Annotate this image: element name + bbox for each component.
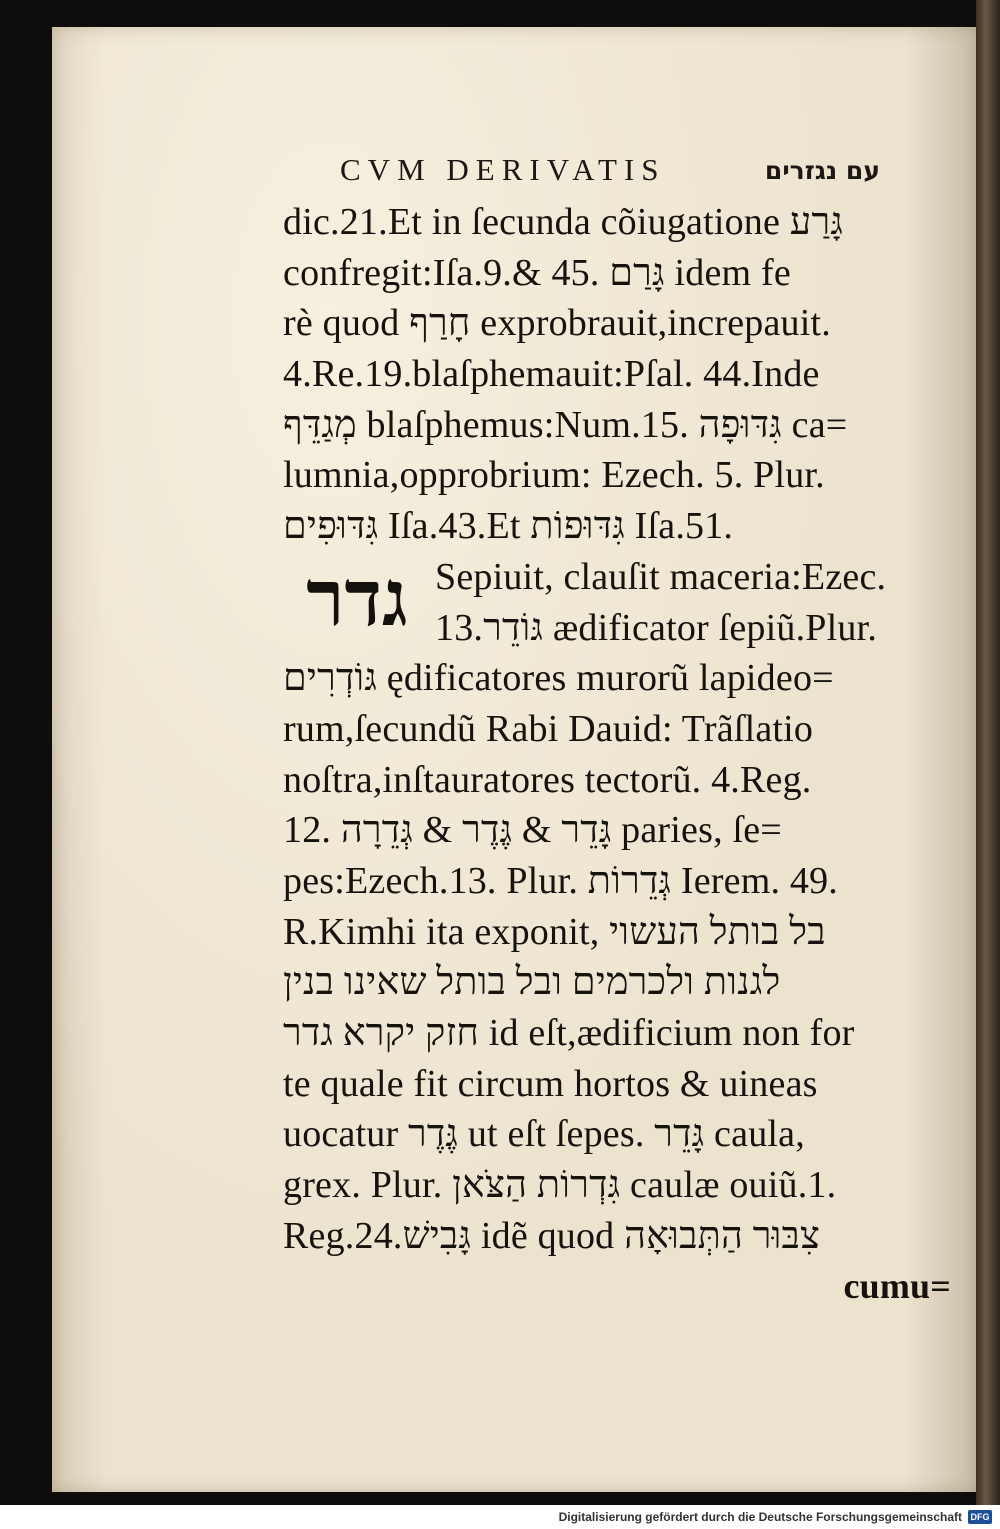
drop-initial: גדר (306, 553, 408, 644)
text-line: 12. גָּדֵר & גֶּדֶר & גְּדֵרָה paries, ſe= (283, 809, 782, 852)
text-line: מְגַדֵּף blaſphemus:Num.15. גִּדּוּפָה ca= (283, 403, 848, 446)
text-line: rum,ſecundũ Rabi Dauid: Trãſlatio (283, 707, 814, 750)
footer-credit: Digitalisierung gefördert durch die Deutsche Forschungsgemeinschaft (558, 1510, 962, 1524)
dfg-logo-icon: DFG (968, 1510, 992, 1524)
text-line: noſtra,inſtauratores tectorũ. 4.Reg. (283, 758, 812, 801)
text-line: confregit:Iſa.9.& 45. גָּרַם idem fe (283, 251, 791, 294)
catchword: cumu= (843, 1266, 951, 1307)
running-head-latin: CVM DERIVATIS (340, 152, 666, 187)
text-line: 4.Re.19.blaſphemauit:Pſal. 44.Inde (283, 353, 820, 396)
text-line: גּוֹדְרִים ędificatores murorũ lapideo= (283, 657, 834, 700)
text-line: pes:Ezech.13. Plur. גְּדֵרוֹת Ierem. 49. (283, 859, 838, 902)
text-line: R.Kimhi ita exponit, בל בותל העשוי (283, 910, 826, 953)
text-block (283, 197, 973, 1312)
text-line: grex. Plur. גִּדְרוֹת הַצֹּאן caulæ ouiũ.1. (283, 1164, 837, 1207)
text-line: גִּדּוּפִים Iſa.43.Et גִּדּוּפוֹת Iſa.51. (283, 505, 734, 548)
text-line: te quale fit circum hortos & uineas (283, 1062, 818, 1105)
text-line: lumnia,opprobrium: Ezech. 5. Plur. (283, 454, 825, 497)
book-spine (976, 0, 1000, 1505)
text-line: rè quod חָרַף exprobrauit,increpauit. (283, 302, 831, 345)
text-line: Reg.24.גָּבִישׁ idẽ quod צִבּוּר הַתְּבוּאָה (283, 1214, 821, 1257)
text-line: חזק יקרא גדר id eſt,ædificium non for (283, 1012, 855, 1054)
text-line: dic.21.Et in ſecunda cõiugatione גָּרַע (283, 201, 844, 243)
running-head-hebrew: עם נגזרים (764, 155, 880, 185)
running-head (340, 148, 880, 192)
text-line: Sepiuit, clauſit maceria:Ezec. (435, 555, 887, 598)
text-line: 13.גּוֹדֵר ædificator ſepiũ.Plur. (435, 606, 878, 649)
text-line: uocatur גֶּדֶר ut eſt ſepes. גָּדֵר caula, (283, 1113, 805, 1156)
digitization-footer (0, 1505, 1000, 1529)
text-line: לגנות ולכרמים ובל בותל שאינו בנין (283, 961, 781, 1004)
